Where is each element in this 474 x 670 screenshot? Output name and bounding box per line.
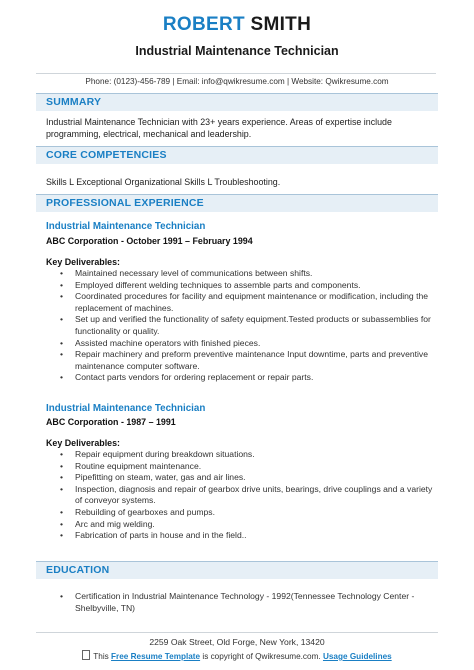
divider (36, 73, 436, 74)
education-item: • Certification in Industrial Maintenance Technology - 1992(Tennessee Technology Center - Shelbyville, TN) (60, 591, 415, 613)
section-header-competencies (36, 146, 438, 164)
list-item: • Set up and verified the functionality of safety equipment.Tested products or subassemblies for functionality or quality. (60, 314, 431, 336)
bullet-icon: • (60, 349, 64, 360)
bullet-icon: • (60, 372, 64, 383)
list-item: • Coordinated procedures for facility and equipment maintenance or modification, including the replacement of machines. (60, 291, 429, 313)
bullet-icon: • (60, 337, 64, 348)
list-item: • Repair equipment during breakdown situations. (60, 449, 255, 459)
section-title: CORE COMPETENCIES (46, 149, 167, 161)
bullet-icon: • (60, 449, 64, 459)
list-item: • Routine equipment maintenance. (60, 460, 202, 471)
bullet-icon: • (60, 268, 64, 278)
section-header-education (36, 561, 438, 579)
bullet-icon: • (60, 483, 64, 494)
bullet-icon: • (60, 506, 64, 517)
bullet-icon: • (60, 279, 64, 290)
bullet-icon: • (60, 460, 64, 471)
list-item: • Fabrication of parts in house and in the field.. (60, 530, 247, 541)
usage-guidelines-link[interactable]: Usage Guidelines (322, 652, 392, 661)
section-header-summary (36, 93, 438, 111)
list-item: • Employed different welding techniques to assemble parts and components. (60, 279, 361, 290)
candidate-name (0, 14, 474, 36)
bullet-icon: • (60, 591, 64, 601)
contact-line: Phone: (0123)-456-789 | Email: info@qwikresume.com | Website: Qwikresume.com (85, 77, 389, 86)
list-item: • Pipefitting on steam, water, gas and air lines. (60, 472, 246, 483)
section-title: SUMMARY (46, 96, 102, 108)
list-item: • Inspection, diagnosis and repair of gearbox drive units, bearings, drive couplings and a variety of conveyor systems. (60, 483, 433, 506)
bullet-icon: • (60, 518, 64, 529)
section-header-experience (36, 194, 438, 212)
bullet-icon: • (60, 472, 64, 483)
job-company: ABC Corporation - October 1991 – February 1994 (46, 236, 253, 246)
bullet-icon: • (60, 291, 64, 302)
competencies-text: Skills L Exceptional Organizational Skills L Troubleshooting. (46, 177, 281, 187)
section-title: PROFESSIONAL EXPERIENCE (46, 197, 204, 209)
list-item: • Contact parts vendors for ordering replacement or repair parts. (60, 372, 314, 383)
last-name: SMITH (250, 14, 312, 35)
footer-copyright: This Free Resume Template is copyright of Qwikresume.com. Usage Guidelines (0, 650, 474, 661)
bullet-icon: • (60, 314, 64, 325)
key-deliverables-label: Key Deliverables: (46, 438, 120, 448)
job-bullets (60, 449, 435, 542)
document-icon (82, 650, 90, 660)
job-title: Industrial Maintenance Technician (46, 221, 206, 232)
free-resume-template-link[interactable]: Free Resume Template (111, 652, 201, 661)
job-company: ABC Corporation - 1987 – 1991 (46, 417, 176, 427)
bullet-icon: • (60, 530, 64, 541)
list-item: • Repair machinery and preform preventive maintenance Input downtime, parts and preventive maintenance computer software. (60, 349, 429, 371)
list-item: • Arc and mig welding. (60, 518, 155, 529)
key-deliverables-label: Key Deliverables: (46, 257, 120, 267)
list-item: • Maintained necessary level of communications between shifts. (60, 268, 313, 278)
footer-divider (36, 632, 438, 633)
list-item: • Rebuilding of gearboxes and pumps. (60, 506, 215, 517)
section-title: EDUCATION (46, 564, 110, 576)
job-bullets (60, 268, 435, 384)
candidate-title: Industrial Maintenance Technician (135, 44, 339, 58)
list-item: • Assisted machine operators with finished pieces. (60, 337, 261, 348)
job-title: Industrial Maintenance Technician (46, 403, 206, 414)
footer-address: 2259 Oak Street, Old Forge, New York, 13420 (149, 637, 325, 647)
first-name: ROBERT (162, 14, 245, 35)
summary-text: Industrial Maintenance Technician with 23+ years experience. Areas of expertise include programming, electrical, mechanical and leadership. (46, 117, 392, 139)
